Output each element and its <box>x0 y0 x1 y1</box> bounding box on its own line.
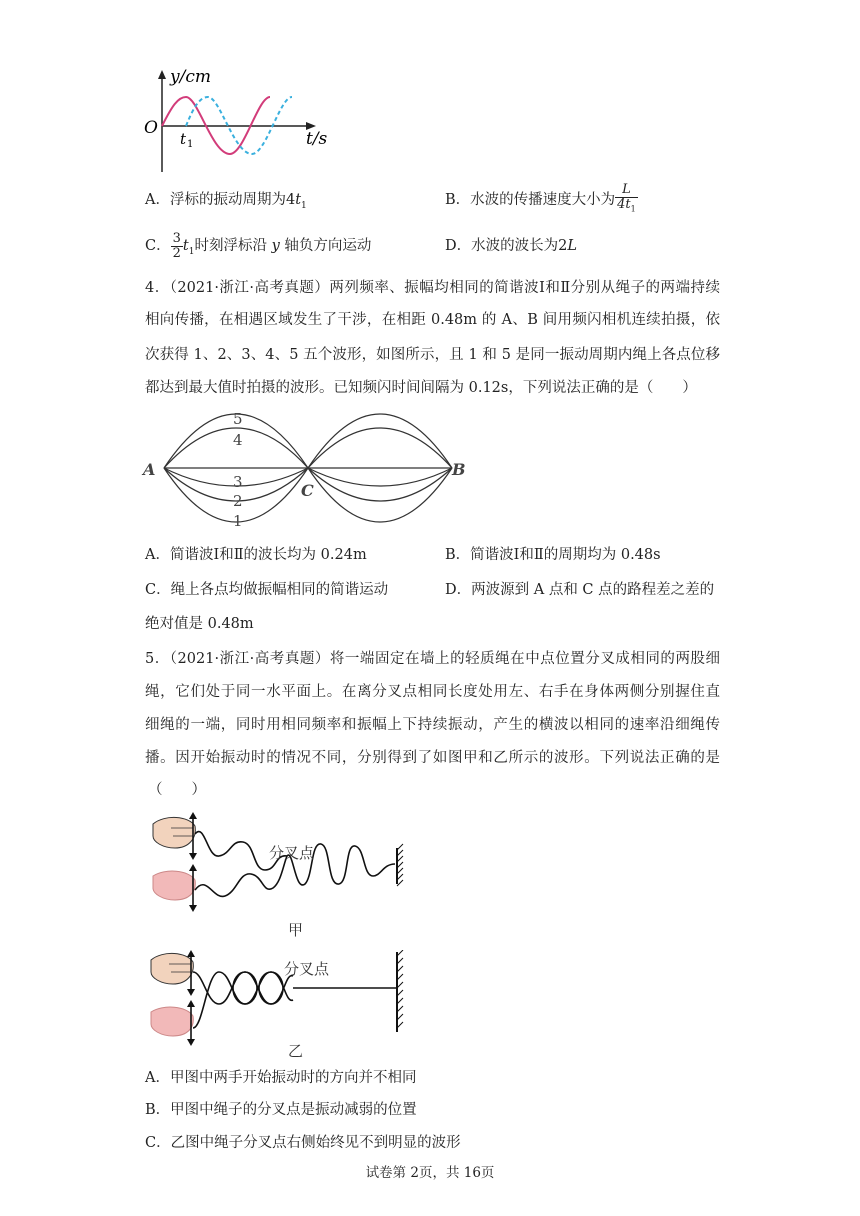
q5-line-5: （ ） <box>148 782 206 798</box>
rope-figure-yi <box>145 950 435 1062</box>
q4-option-c[interactable]: C．绳上各点均做振幅相同的简谐运动 <box>145 582 389 598</box>
q5-line-2: 绳，它们处于同一水平面上。在离分叉点相同长度处用左、右手在身体两侧分别握住直 <box>145 684 720 700</box>
page-footer: 试卷第 2页，共 16页 <box>365 1165 495 1181</box>
upper-hand-icon <box>151 953 193 984</box>
q4-line-2: 相向传播，在相遇区域发生了干涉，在相距 0.48m 的 A、B 间用频闪相机连续拍摄，依 <box>145 312 720 328</box>
time-fraction: $\frac{3}{2}$ <box>172 230 181 261</box>
q5-line-4: 播。因开始振动时的情况不同，分别得到了如图甲和乙所示的波形。下列说法正确的是 <box>145 750 720 766</box>
q5-line-1: 5．（2021·浙江·高考真题）将一端固定在墙上的轻质绳在中点位置分叉成相同的两股细 <box>145 651 720 667</box>
q3-option-d[interactable]: D．水波的波长为2L <box>445 238 578 254</box>
upper-hand-icon <box>153 817 195 848</box>
x-axis-label: t/s <box>306 129 328 149</box>
speed-fraction: $\frac{L}{4t_1}$ <box>617 182 636 214</box>
q4-option-b[interactable]: B．简谐波Ⅰ和Ⅱ的周期均为 0.48s <box>445 547 661 563</box>
point-a-label: A <box>143 460 156 479</box>
rope-figure-jia <box>145 812 435 942</box>
q5-option-c[interactable]: C．乙图中绳子分叉点右侧始终见不到明显的波形 <box>145 1135 461 1151</box>
q4-line-4: 都达到最大值时拍摄的波形。已知频闪时间间隔为 0.12s，下列说法正确的是（ ） <box>145 380 697 396</box>
waveform-number-3: 3 <box>233 473 243 491</box>
point-b-label: B <box>452 460 466 479</box>
q4-line-1: 4．（2021·浙江·高考真题）两列频率、振幅均相同的简谐波Ⅰ和Ⅱ分别从绳子的两端持续 <box>145 280 720 296</box>
q5-line-3: 细绳的一端，同时用相同频率和振幅上下持续振动，产生的横波以相同的速率沿细绳传 <box>145 717 720 733</box>
q4-line-3: 次获得 1、2、3、4、5 五个波形，如图所示，且 1 和 5 是同一振动周期内绳上各点位移 <box>145 347 720 363</box>
standing-wave-figure <box>140 404 480 538</box>
waveform-number-4: 4 <box>233 431 243 449</box>
q4-option-d-continued: 绝对值是 0.48m <box>145 616 254 632</box>
y-axis-label: y/cm <box>170 67 211 87</box>
waveform-number-1: 1 <box>233 512 243 530</box>
point-c-label: C <box>301 481 314 500</box>
fork-point-label-jia: 分叉点 <box>269 844 315 862</box>
waveform-number-5: 5 <box>233 410 243 428</box>
lower-hand-icon <box>153 871 195 900</box>
origin-label: O <box>144 118 158 138</box>
lower-hand-icon <box>151 1007 193 1036</box>
q5-option-a[interactable]: A．甲图中两手开始振动时的方向并不相同 <box>145 1070 417 1086</box>
q5-option-b[interactable]: B．甲图中绳子的分叉点是振动减弱的位置 <box>145 1102 417 1118</box>
waveform-number-2: 2 <box>233 492 243 510</box>
q4-option-d[interactable]: D．两波源到 A 点和 C 点的路程差之差的 <box>445 582 715 598</box>
fork-point-label-yi: 分叉点 <box>284 960 330 978</box>
q3-option-c[interactable]: C． $\frac{3}{2}$ $t_1$时刻浮标沿 y 轴负方向运动 <box>145 230 372 261</box>
figure-caption-jia: 甲 <box>288 921 304 939</box>
q3-option-b[interactable]: B．水波的传播速度大小为 $\frac{L}{4t_1}$ <box>445 180 638 220</box>
t1-label: t <box>180 130 187 148</box>
figure-caption-yi: 乙 <box>288 1042 304 1060</box>
t1-subscript: 1 <box>187 139 194 150</box>
q3-option-a[interactable]: A．浮标的振动周期为$4t_1$ <box>145 192 307 211</box>
q4-option-a[interactable]: A．简谐波Ⅰ和Ⅱ的波长均为 0.24m <box>145 547 367 563</box>
vibration-graph <box>140 66 340 178</box>
